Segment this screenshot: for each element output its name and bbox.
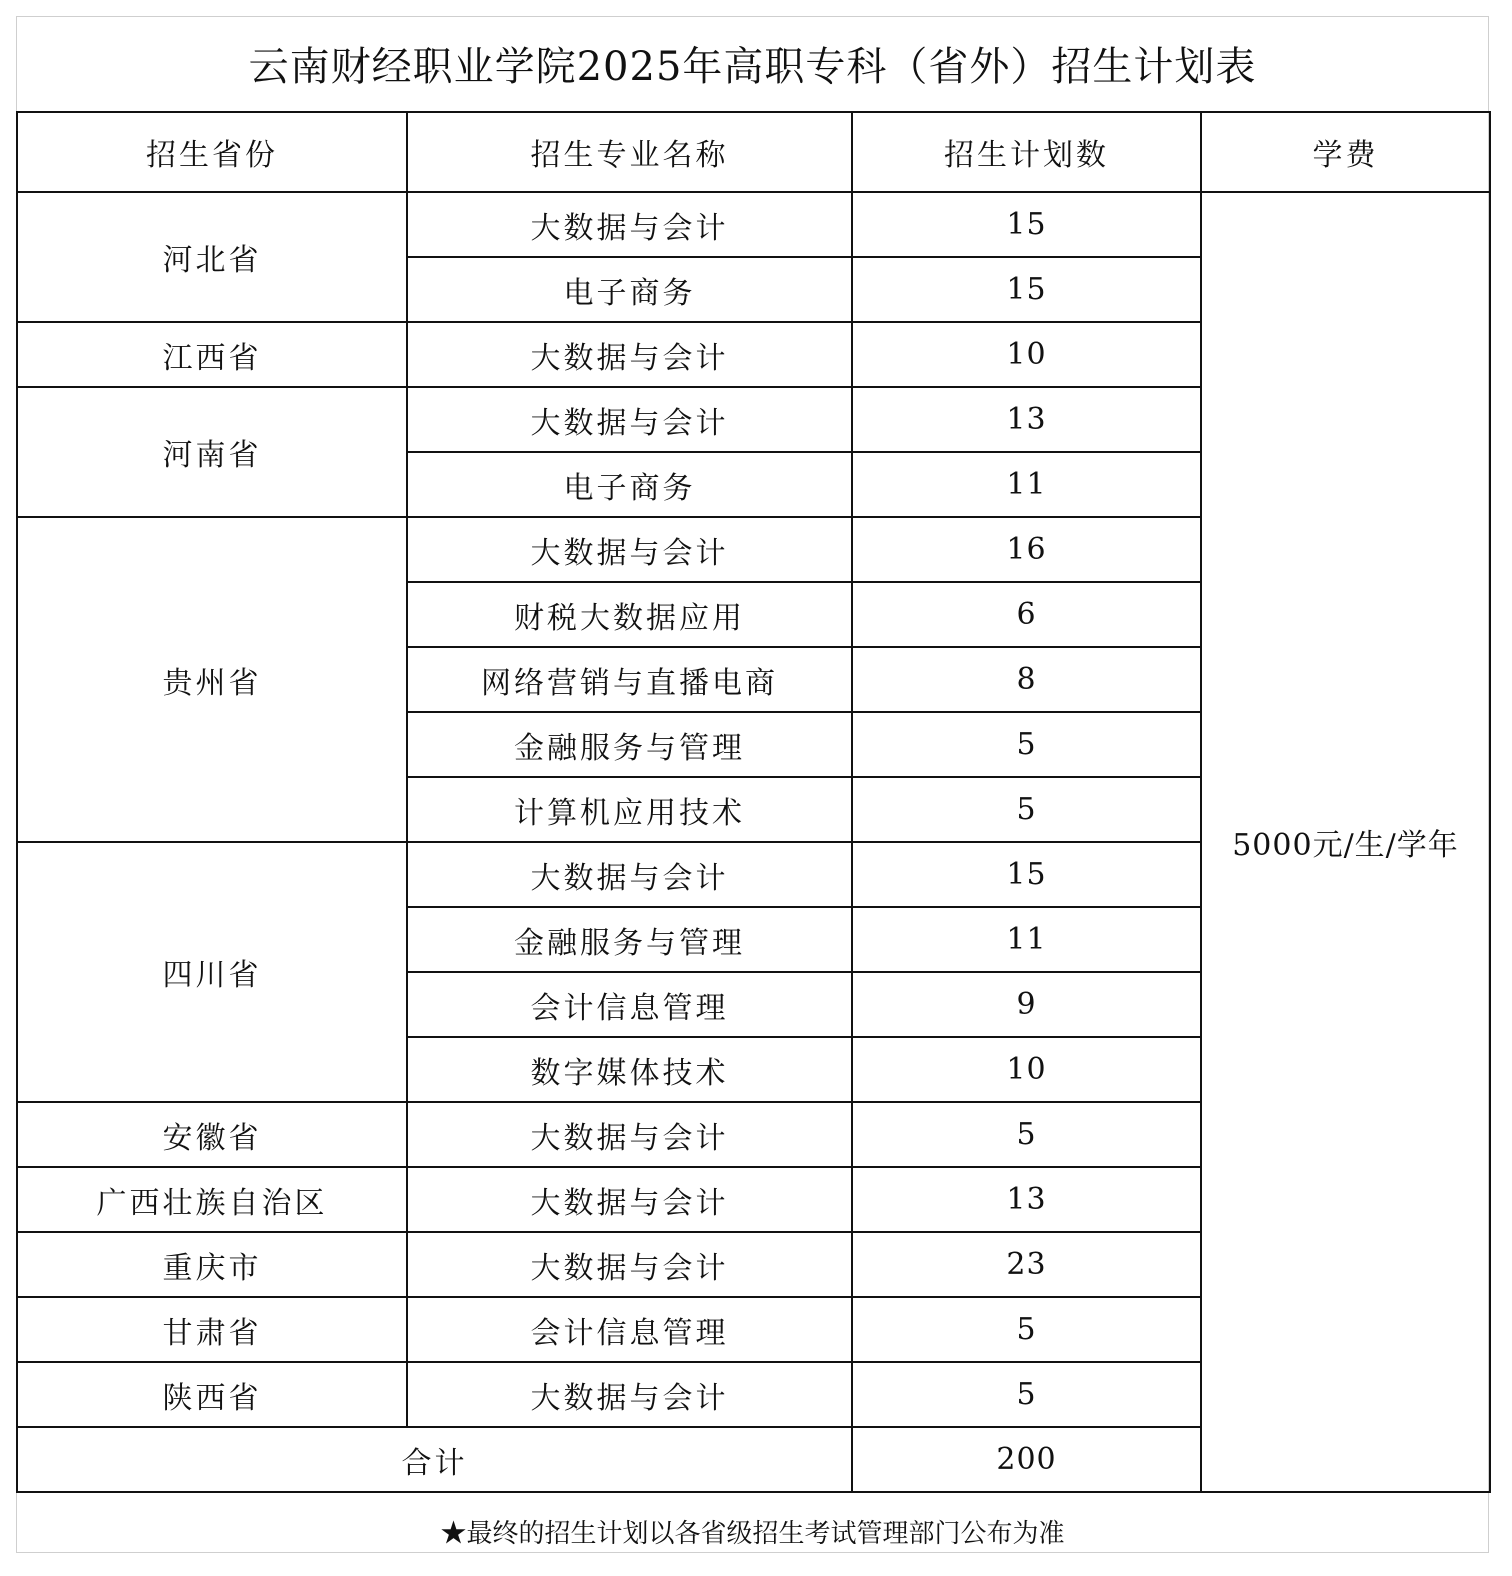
province-cell: 河南省 bbox=[17, 387, 407, 517]
footnote: ★最终的招生计划以各省级招生考试管理部门公布为准 bbox=[440, 1518, 1065, 1549]
province-cell: 江西省 bbox=[17, 322, 407, 387]
count-cell: 5 bbox=[852, 777, 1201, 842]
count-cell: 8 bbox=[852, 647, 1201, 712]
province-cell: 甘肃省 bbox=[17, 1297, 407, 1362]
province-cell: 河北省 bbox=[17, 192, 407, 322]
table-body bbox=[17, 192, 1490, 1492]
page-title: 云南财经职业学院2025年高职专科（省外）招生计划表 bbox=[248, 44, 1257, 90]
total-label: 合计 bbox=[17, 1427, 852, 1492]
header-major: 招生专业名称 bbox=[407, 112, 852, 192]
major-cell: 大数据与会计 bbox=[407, 842, 852, 907]
total-count: 200 bbox=[852, 1427, 1201, 1492]
major-cell: 大数据与会计 bbox=[407, 192, 852, 257]
count-cell: 10 bbox=[852, 1037, 1201, 1102]
enrollment-plan-table bbox=[16, 111, 1491, 1493]
province-cell: 四川省 bbox=[17, 842, 407, 1102]
table-row bbox=[17, 192, 1490, 257]
count-cell: 13 bbox=[852, 1167, 1201, 1232]
major-cell: 大数据与会计 bbox=[407, 1102, 852, 1167]
major-cell: 网络营销与直播电商 bbox=[407, 647, 852, 712]
major-cell: 数字媒体技术 bbox=[407, 1037, 852, 1102]
count-cell: 10 bbox=[852, 322, 1201, 387]
province-cell: 陕西省 bbox=[17, 1362, 407, 1427]
major-cell: 财税大数据应用 bbox=[407, 582, 852, 647]
header-row bbox=[17, 112, 1490, 192]
major-cell: 大数据与会计 bbox=[407, 1362, 852, 1427]
count-cell: 16 bbox=[852, 517, 1201, 582]
major-cell: 金融服务与管理 bbox=[407, 907, 852, 972]
count-cell: 13 bbox=[852, 387, 1201, 452]
province-cell: 安徽省 bbox=[17, 1102, 407, 1167]
major-cell: 金融服务与管理 bbox=[407, 712, 852, 777]
tuition-fee-cell: 5000元/生/学年 bbox=[1201, 192, 1490, 1492]
major-cell: 大数据与会计 bbox=[407, 517, 852, 582]
major-cell: 大数据与会计 bbox=[407, 322, 852, 387]
major-cell: 会计信息管理 bbox=[407, 972, 852, 1037]
header-fee: 学费 bbox=[1201, 112, 1490, 192]
count-cell: 15 bbox=[852, 257, 1201, 322]
province-cell: 广西壮族自治区 bbox=[17, 1167, 407, 1232]
count-cell: 9 bbox=[852, 972, 1201, 1037]
count-cell: 6 bbox=[852, 582, 1201, 647]
major-cell: 计算机应用技术 bbox=[407, 777, 852, 842]
count-cell: 23 bbox=[852, 1232, 1201, 1297]
major-cell: 电子商务 bbox=[407, 257, 852, 322]
major-cell: 会计信息管理 bbox=[407, 1297, 852, 1362]
count-cell: 11 bbox=[852, 907, 1201, 972]
major-cell: 大数据与会计 bbox=[407, 387, 852, 452]
major-cell: 电子商务 bbox=[407, 452, 852, 517]
header-province: 招生省份 bbox=[17, 112, 407, 192]
count-cell: 15 bbox=[852, 842, 1201, 907]
province-cell: 重庆市 bbox=[17, 1232, 407, 1297]
header-count: 招生计划数 bbox=[852, 112, 1201, 192]
province-cell: 贵州省 bbox=[17, 517, 407, 842]
count-cell: 5 bbox=[852, 1362, 1201, 1427]
count-cell: 5 bbox=[852, 1297, 1201, 1362]
count-cell: 15 bbox=[852, 192, 1201, 257]
major-cell: 大数据与会计 bbox=[407, 1232, 852, 1297]
count-cell: 5 bbox=[852, 712, 1201, 777]
count-cell: 5 bbox=[852, 1102, 1201, 1167]
count-cell: 11 bbox=[852, 452, 1201, 517]
major-cell: 大数据与会计 bbox=[407, 1167, 852, 1232]
